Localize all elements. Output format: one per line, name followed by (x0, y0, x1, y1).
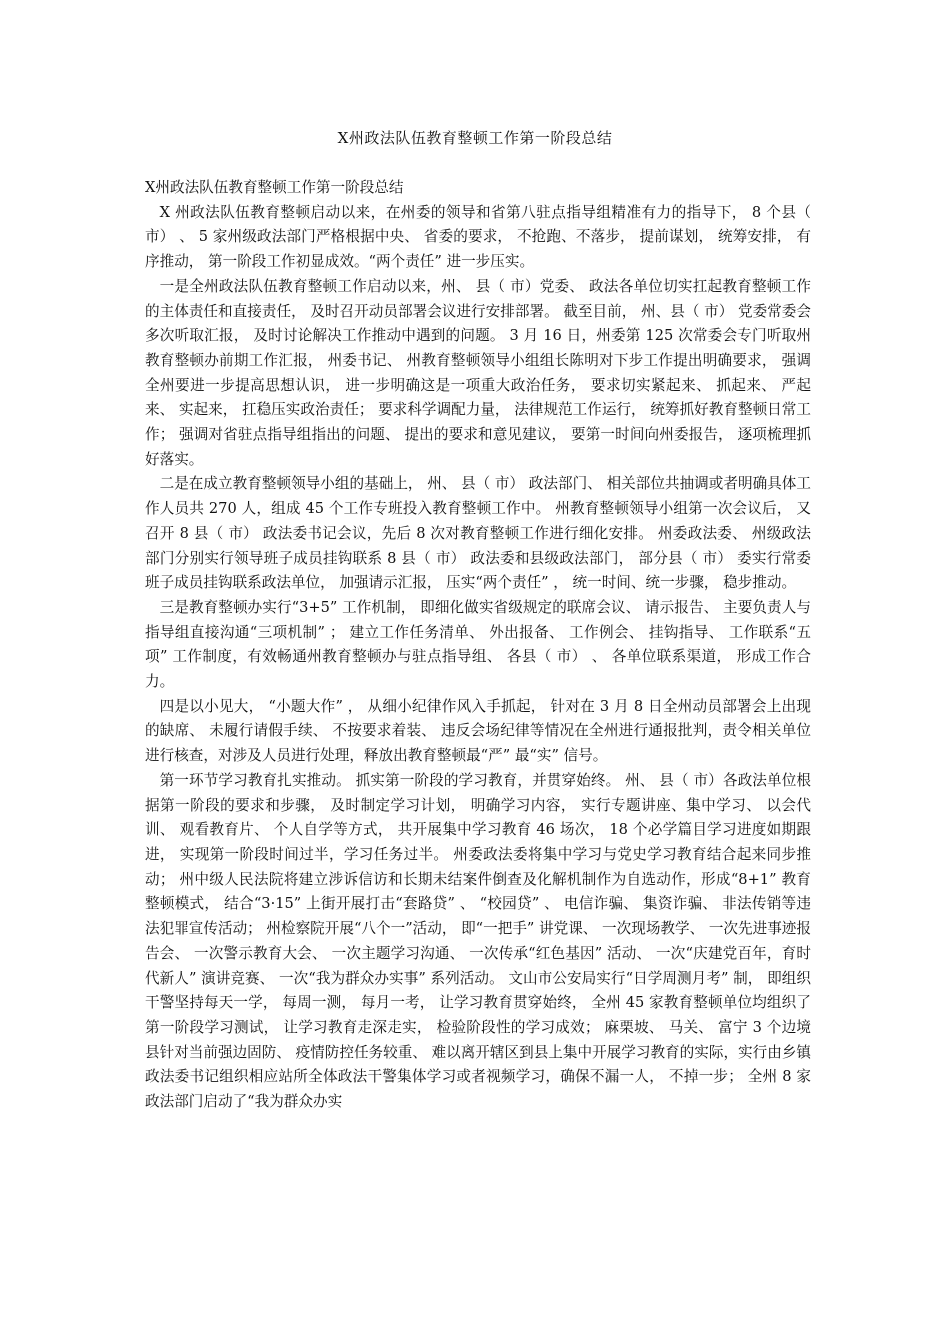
paragraph-intro: X 州政法队伍教育整顿启动以来，在州委的领导和省第八驻点指导组精准有力的指导下， 8 个县（ 市） 、 5 家州级政法部门严格根据中央、 省委的要求， 不抢跑、不落步， 提前谋划， 统筹安排， 有序推动， 第一阶段工作初显成效。“两个责任” 进一步压实。 (145, 203, 811, 271)
document-body (145, 176, 811, 1115)
paragraph-fourth: 四是以小见大， “小题大作” ， 从细小纪律作风入手抓起， 针对在 3 月 8 日全州动员部署会上出现的缺席、 未履行请假手续、 不按要求着装、 违反会场纪律等情况在全州进行通报批判，责令相关单位进行核查，对涉及人员进行处理，释放出教育整顿最“严” 最“实” 信号。 (145, 697, 811, 765)
paragraph-second: 二是在成立教育整顿领导小组的基础上， 州、 县（ 市） 政法部门、 相关部位共抽调或者明确具体工作人员共 270 人，组成 45 个工作专班投入教育整顿工作中。 州教育整顿领导小组第一次会议后， 又召开 8 县（ 市） 政法委书记会议，先后 8 次对教育整顿工作进行细化安排。 州委政法委、 州级政法部门分别实行领导班子成员挂钩联系 8 县（ 市） 政法委和县级政法部门， 部分县（ 市） 委实行常委班子成员挂钩联系政法单位， 加强请示汇报， 压实“两个责任” ， 统一时间、统一步骤， 稳步推动。 (145, 475, 811, 592)
paragraph-first: 一是全州政法队伍教育整顿工作启动以来，州、 县（ 市）党委、 政法各单位切实扛起教育整顿工作的主体责任和直接责任， 及时召开动员部署会议进行安排部署。 截至目前， 州、县（ 市） 党委常委会多次听取汇报， 及时讨论解决工作推动中遇到的问题。 3 月 16 日，州委第 125 次常委会专门听取州教育整顿办前期工作汇报， 州委书记、 州教育整顿领导小组组长陈明对下步工作提出明确要求， 强调全州要进一步提高思想认识， 进一步明确这是一项重大政治任务， 要求切实紧起来、 抓起来、 严起来、 实起来， 扛稳压实政治责任； 要求科学调配力量， 法律规范工作运行， 统筹抓好教育整顿日常工作； 强调对省驻点指导组指出的问题、 提出的要求和意见建议， 要第一时间向州委报告， 逐项梳理抓好落实。 (145, 277, 811, 468)
paragraph-study-education: 第一环节学习教育扎实推动。 抓实第一阶段的学习教育，并贯穿始终。 州、 县（ 市）各政法单位根据第一阶段的要求和步骤， 及时制定学习计划， 明确学习内容， 实行专题讲座、集中学习、 以会代训、 观看教育片、 个人自学等方式， 共开展集中学习教育 46 场次， 18 个必学篇目学习进度如期跟进， 实现第一阶段时间过半，学习任务过半。 州委政法委将集中学习与党史学习教育结合起来同步推动； 州中级人民法院将建立涉诉信访和长期未结案件倒查及化解机制作为自选动作，形成“8+1” 教育整顿模式， 结合“3·15” 上街开展打击“套路贷” 、 “校园贷” 、 电信诈骗、 集资诈骗、 非法传销等违法犯罪宣传活动； 州检察院开展“八个一”活动， 即“一把手” 讲党课、 一次现场教学、 一次先进事迹报告会、 一次警示教育大会、 一次主题学习沟通、 一次传承“红色基因” 活动、 一次“庆建党百年，育时代新人” 演讲竞赛、 一次“我为群众办实事” 系列活动。 文山市公安局实行“日学周测月考” 制， 即组织干警坚持每天一学， 每周一测， 每月一考， 让学习教育贯穿始终， 全州 45 家教育整顿单位均组织了第一阶段学习测试， 让学习教育走深走实， 检验阶段性的学习成效； 麻栗坡、 马关、 富宁 3 个边境县针对当前强边固防、 疫情防控任务较重、 难以离开辖区到县上集中开展学习教育的实际，实行由乡镇政法委书记组织相应站所全体政法干警集体学习或者视频学习，确保不漏一人， 不掉一步； 全州 8 家政法部门启动了“我为群众办实 (145, 771, 812, 1111)
paragraph-third: 三是教育整顿办实行“3+5” 工作机制， 即细化做实省级规定的联席会议、 请示报告、 主要负责人与指导组直接沟通“三项机制” ； 建立工作任务清单、 外出报备、 工作例会、 挂钩指导、 工作联系“五项” 工作制度，有效畅通州教育整顿办与驻点指导组、 各县（ 市） 、 各单位联系渠道， 形成工作合力。 (145, 598, 811, 691)
document-subtitle: X州政法队伍教育整顿工作第一阶段总结 (145, 179, 404, 196)
document-title: X州政法队伍教育整顿工作第一阶段总结 (337, 129, 613, 147)
